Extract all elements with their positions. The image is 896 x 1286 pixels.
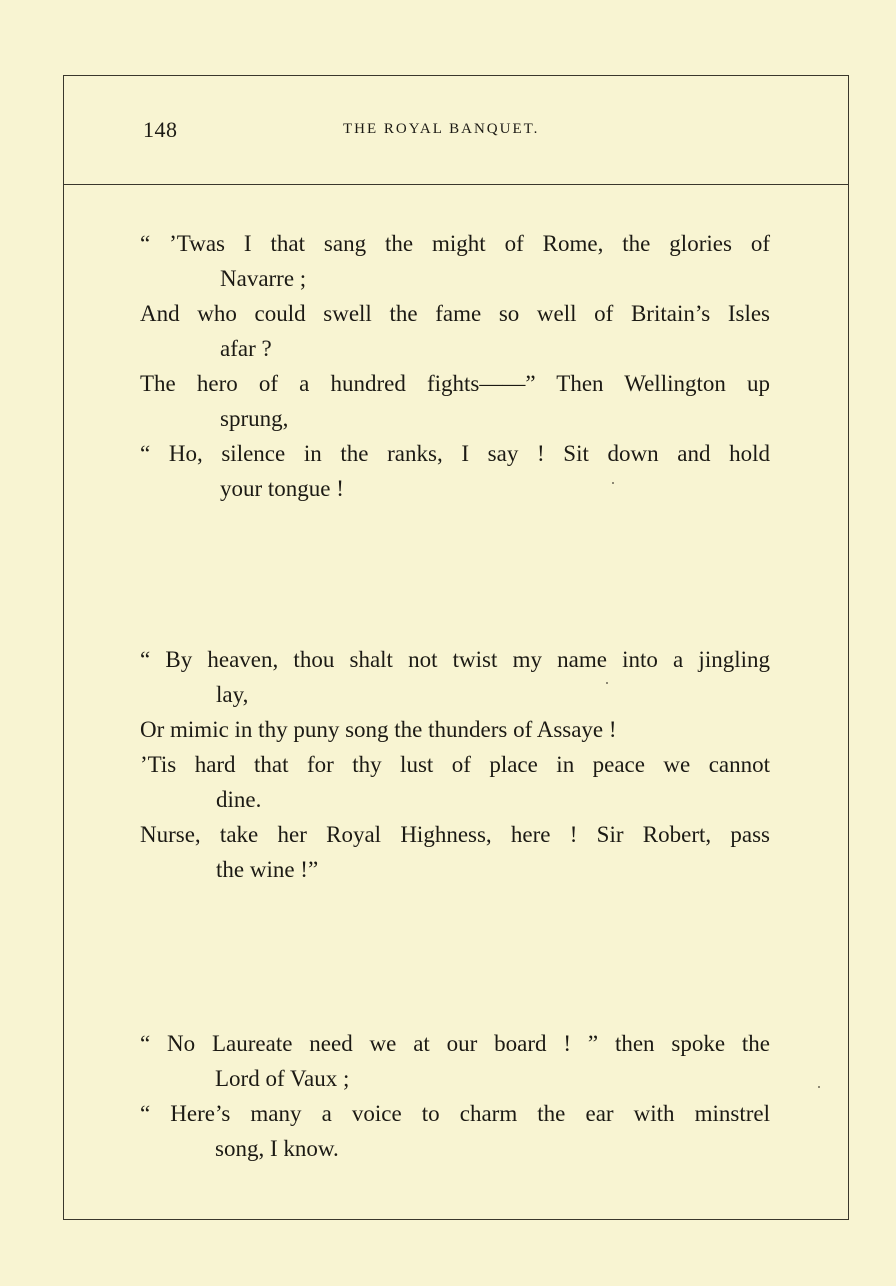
verse-line: “ Ho, silence in the ranks, I say ! Sit down and hold: [140, 441, 770, 466]
page-frame-bottom-rule: [63, 1219, 849, 1220]
verse-line: “ No Laureate need we at our board ! ” then spoke the: [140, 1031, 770, 1056]
verse-line-continuation: lay,: [216, 682, 249, 707]
paper-speck: [818, 1086, 820, 1088]
header-rule: [63, 184, 849, 185]
verse-line: And who could swell the fame so well of Britain’s Isles: [140, 301, 770, 326]
verse-line: ’Tis hard that for thy lust of place in peace we cannot: [140, 752, 770, 777]
verse-line: “ ’Twas I that sang the might of Rome, the glories of: [140, 231, 770, 256]
page-number: 148: [143, 117, 178, 142]
stanza-2: [0, 642, 896, 887]
verse-line-continuation: the wine !”: [216, 857, 319, 882]
stanza-3: [0, 1026, 896, 1166]
verse-line-continuation: your tongue !: [220, 476, 344, 501]
verse-line: Or mimic in thy puny song the thunders of Assaye !: [140, 717, 617, 742]
verse-line-continuation: Navarre ;: [220, 266, 307, 291]
paper-speck: [606, 682, 608, 684]
verse-line-continuation: sprung,: [220, 406, 289, 431]
verse-line-continuation: dine.: [216, 787, 262, 812]
page-frame-top-rule: [63, 75, 849, 76]
stanza-1: [0, 226, 896, 506]
verse-line-continuation: afar ?: [220, 336, 272, 361]
paper-speck: [612, 482, 614, 484]
verse-line-continuation: Lord of Vaux ;: [215, 1066, 350, 1091]
verse-line-continuation: song, I know.: [215, 1136, 339, 1161]
verse-line: “ Here’s many a voice to charm the ear with minstrel: [140, 1101, 770, 1126]
running-title: THE ROYAL BANQUET.: [343, 121, 540, 137]
verse-line: Nurse, take her Royal Highness, here ! Sir Robert, pass: [140, 822, 770, 847]
verse-line: “ By heaven, thou shalt not twist my name into a jingling: [140, 647, 770, 672]
verse-line: The hero of a hundred fights——” Then Wellington up: [140, 371, 770, 396]
